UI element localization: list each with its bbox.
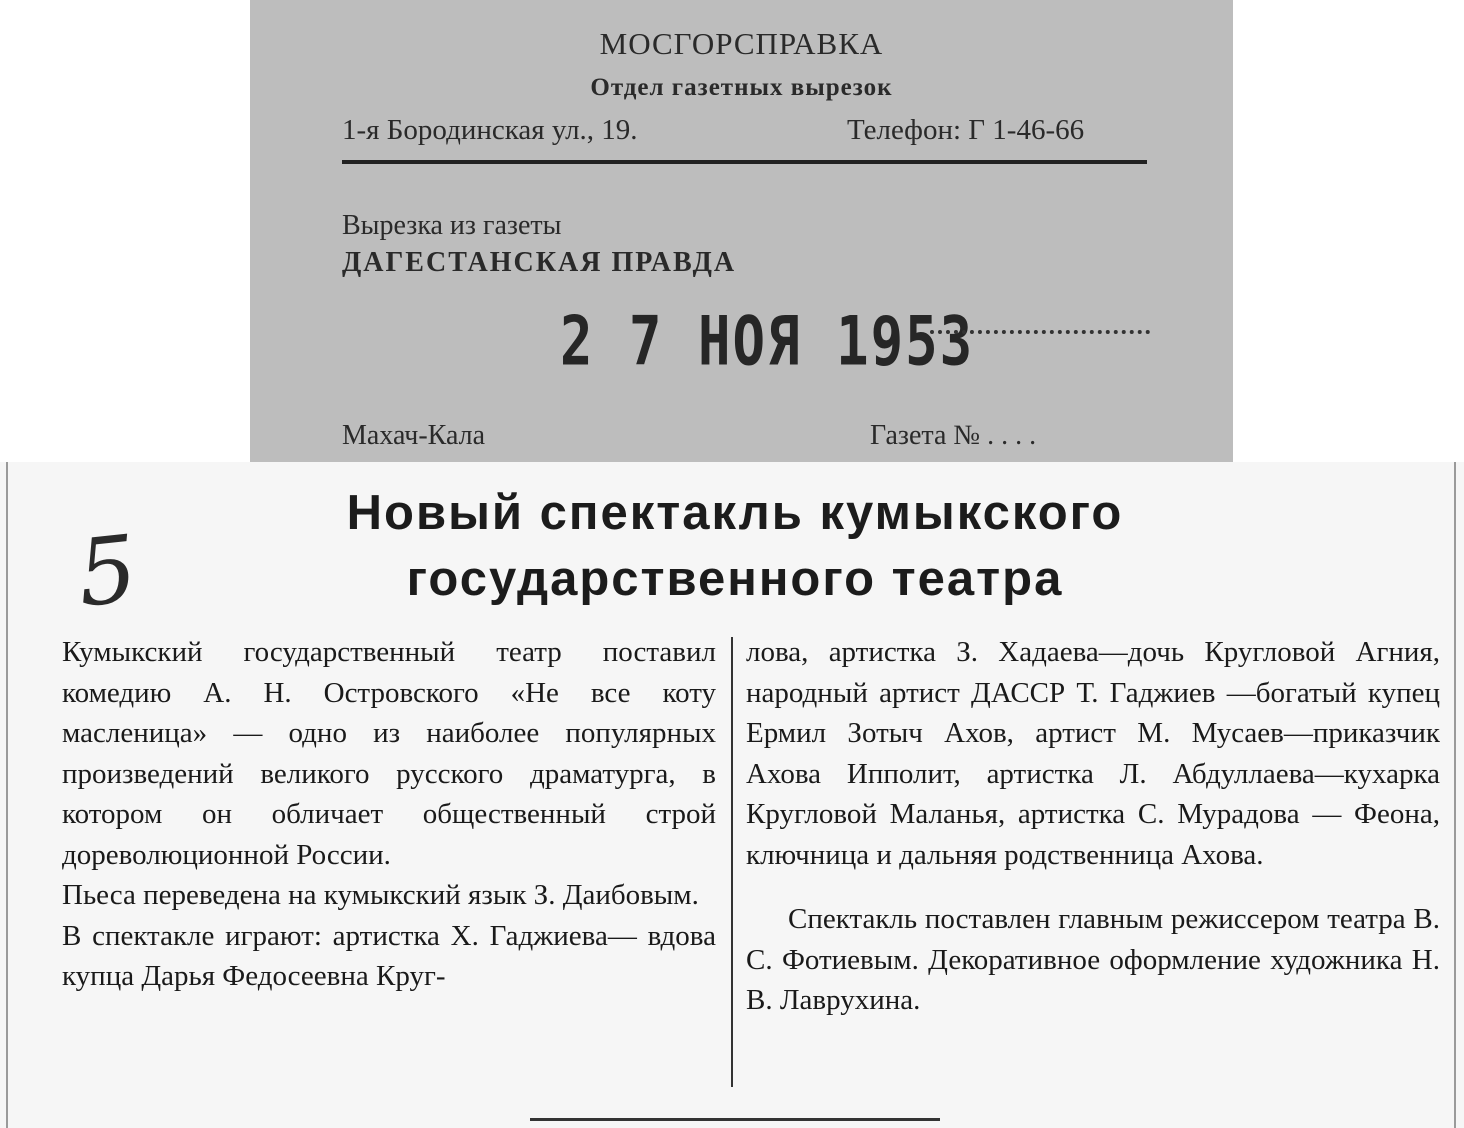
organization-phone: Телефон: Г 1-46-66 bbox=[847, 114, 1085, 146]
article-paragraph: Кумыкский государственный театр поставил комедию А. Н. Островского «Не все коту масленица» — одно из наиболее популярных произведений великого русского драматурга, в котором он обличает общественный строй дореволюционной России. bbox=[62, 636, 716, 871]
article-paragraph: В спектакле играют: артистка Х. Гаджиева— вдова купца Дарья Федосеевна Круг- bbox=[62, 919, 716, 992]
article-end-rule bbox=[530, 1118, 940, 1121]
clipping-right-edge bbox=[1454, 462, 1456, 1128]
article-column-left bbox=[62, 632, 716, 997]
clipping-left-edge bbox=[6, 462, 8, 1128]
article-paragraph: Спектакль поставлен главным режиссером театра В. С. Фотиевым. Декоративное оформление художника Н. В. Лаврухина. bbox=[746, 903, 1440, 1016]
clipping-service-slip bbox=[250, 0, 1233, 462]
department-name: Отдел газетных вырезок bbox=[590, 74, 893, 101]
date-stamp: 2 7 НОЯ 1953 bbox=[560, 302, 975, 381]
article-paragraph: лова, артистка З. Хадаева—дочь Кругловой Агния, народный артист ДАССР Т. Гаджиев —богатый купец Ермил Зотыч Ахов, артист М. Мусаев—приказчик Ахова Ипполит, артистка Л. Абдуллаева—кухарка Кругловой Маланья, артистка С. Мурадова — Феона, ключница и дальняя родственница Ахова. bbox=[746, 636, 1440, 871]
newspaper-name: ДАГЕСТАНСКАЯ ПРАВДА bbox=[342, 247, 737, 278]
handwritten-number: 5 bbox=[72, 515, 142, 628]
header-divider bbox=[342, 160, 1147, 164]
newspaper-clipping bbox=[0, 462, 1464, 1128]
clipping-label: Вырезка из газеты bbox=[342, 210, 562, 241]
date-dotted-line bbox=[930, 326, 1150, 334]
organization-name: МОСГОРСПРАВКА bbox=[599, 26, 884, 61]
article-column-right bbox=[746, 632, 1440, 1021]
headline-line-1: Новый спектакль кумыкского bbox=[346, 486, 1124, 540]
headline-line-2: государственного театра bbox=[406, 552, 1064, 606]
article-headline bbox=[160, 480, 1310, 612]
column-divider bbox=[731, 637, 733, 1087]
organization-address: 1-я Бородинская ул., 19. bbox=[342, 114, 638, 146]
city-name: Махач-Кала bbox=[342, 420, 486, 451]
issue-number-label: Газета № . . . . bbox=[870, 420, 1037, 451]
article-paragraph: Пьеса переведена на кумыкский язык З. Даибовым. bbox=[62, 879, 699, 911]
